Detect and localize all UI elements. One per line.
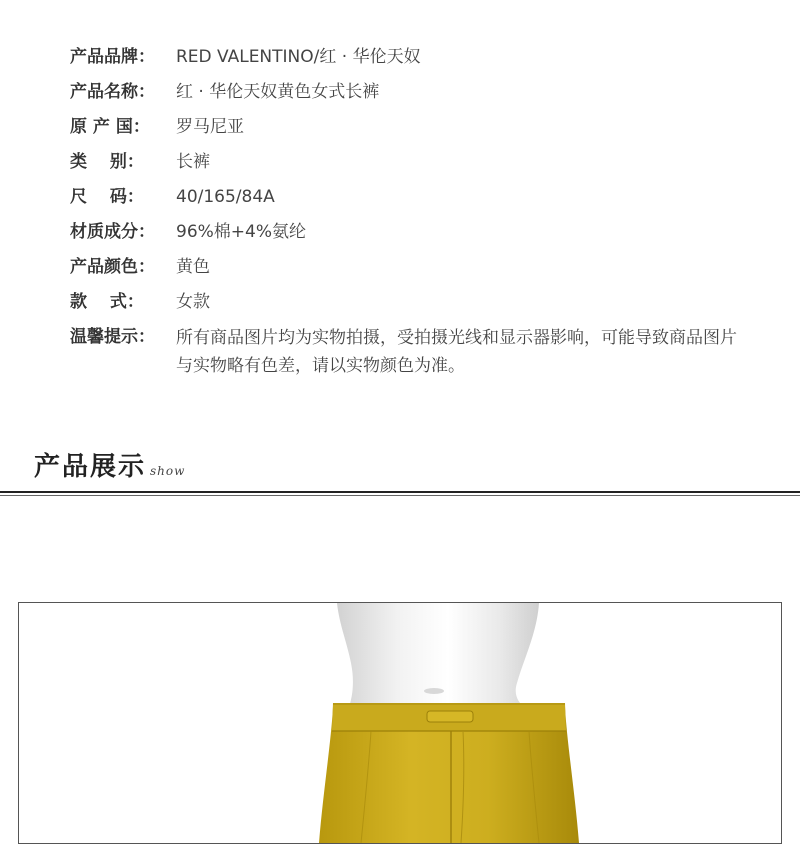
spec-value-style: 女款 xyxy=(176,292,210,312)
spec-label-category: 类 别： xyxy=(70,152,144,172)
spec-row-size xyxy=(70,180,770,215)
spec-value-origin: 罗马尼亚 xyxy=(176,117,244,137)
product-photo-frame xyxy=(18,602,782,844)
spec-row-brand xyxy=(70,40,770,75)
spec-label-material: 材质成分： xyxy=(70,222,155,242)
spec-label-color: 产品颜色： xyxy=(70,257,155,277)
spec-row-name xyxy=(70,75,770,110)
spec-value-name: 红 · 华伦天奴黄色女式长裤 xyxy=(176,82,380,102)
spec-value-category: 长裤 xyxy=(176,152,210,172)
spec-row-material xyxy=(70,215,770,250)
spec-label-brand: 产品品牌： xyxy=(70,47,155,67)
spec-row-origin xyxy=(70,110,770,145)
spec-label-notice: 温馨提示： xyxy=(70,327,155,347)
section-heading-product-show xyxy=(34,446,185,483)
spec-value-brand: RED VALENTINO/红 · 华伦天奴 xyxy=(176,47,421,67)
product-photo xyxy=(19,603,781,843)
spec-label-name: 产品名称： xyxy=(70,82,155,102)
spec-row-style xyxy=(70,285,770,320)
section-divider-thick xyxy=(0,491,800,493)
section-divider-thin xyxy=(0,495,800,496)
spec-value-size: 40/165/84A xyxy=(176,187,275,207)
pants-waist-tab xyxy=(427,711,473,722)
spec-value-notice: 所有商品图片均为实物拍摄，受拍摄光线和显示器影响，可能导致商品图片与实物略有色差，请以实物颜色为准。 xyxy=(176,328,737,376)
spec-row-category xyxy=(70,145,770,180)
section-title-cn: 产品展示 xyxy=(34,452,147,482)
spec-label-origin: 原 产 国： xyxy=(70,117,150,137)
product-spec-list xyxy=(70,40,770,380)
spec-label-size: 尺 码： xyxy=(70,187,144,207)
spec-row-notice xyxy=(70,320,770,380)
section-title-en: show xyxy=(150,464,186,478)
spec-value-color: 黄色 xyxy=(176,257,210,277)
mannequin-navel xyxy=(424,688,444,694)
spec-value-material: 96%棉+4%氨纶 xyxy=(176,222,306,242)
spec-label-style: 款 式： xyxy=(70,292,144,312)
spec-row-color xyxy=(70,250,770,285)
